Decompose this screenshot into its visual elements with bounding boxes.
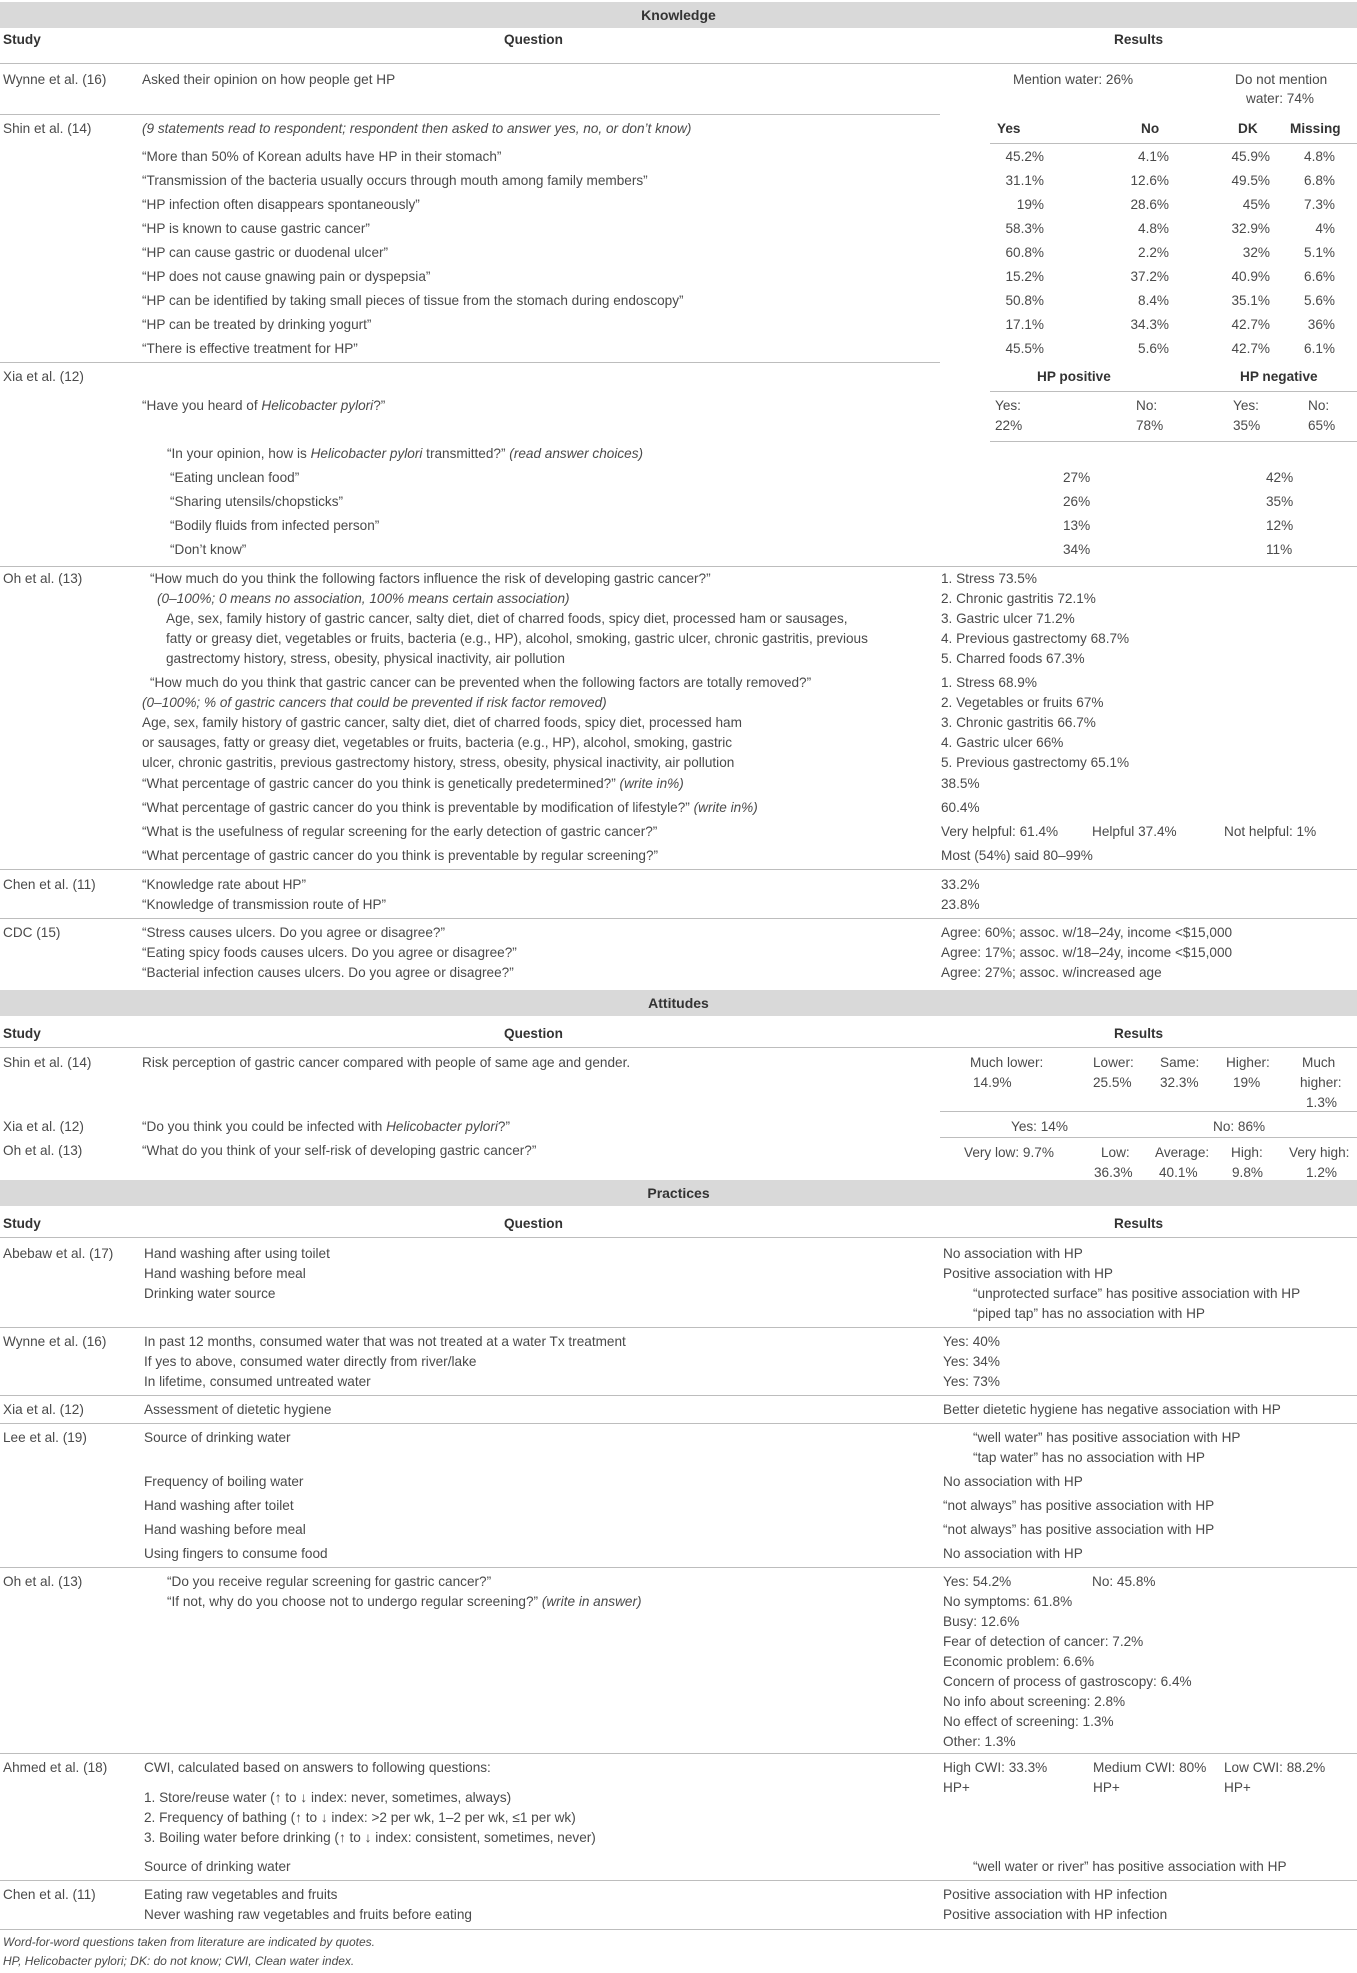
factor-line: Age, sex, family history of gastric cancer, salty diet, diet of charred foods, spicy diet, processed ham or sausages, [166,611,848,626]
result-text: Agree: 27%; assoc. w/increased age [941,965,1162,980]
result-cell: 42% [1266,470,1294,485]
result-cell: 32% [1242,245,1270,260]
result-text: HP+ [1093,1780,1120,1795]
footnote: HP, Helicobacter pylori; DK: do not know; CWI, Clean water index. [3,1954,355,1968]
result-text: Medium CWI: 80% [1093,1760,1207,1775]
result-text: “tap water” has no association with HP [973,1450,1205,1465]
result-cell: 31.1% [1005,173,1044,188]
question-text: “How much do you think that gastric cancer can be prevented when the following factors are totally removed?” [150,675,812,690]
list-item: Economic problem: 6.6% [943,1654,1095,1669]
result-text: Yes: [995,398,1021,413]
study-name: Ahmed et al. (18) [3,1760,108,1775]
list-item: Other: 1.3% [943,1734,1016,1749]
result-cell: 5.6% [1304,293,1335,308]
section-header-attitudes: Attitudes [0,990,1357,1016]
result-text: Average: [1155,1145,1210,1160]
question-text: In past 12 months, consumed water that was not treated at a water Tx treatment [144,1334,626,1349]
list-item: Fear of detection of cancer: 7.2% [943,1634,1144,1649]
divider [0,1929,1357,1930]
result-text: 1.3% [1306,1095,1337,1110]
result-cell: 45.5% [1005,341,1044,356]
result-text: 9.8% [1232,1165,1263,1180]
col-header-question: Question [504,1026,563,1041]
question-text: “Do you receive regular screening for gastric cancer?” [167,1574,492,1589]
col-missing: Missing [1290,121,1341,136]
divider [0,1880,1357,1881]
result-text: Positive association with HP [943,1266,1113,1281]
result-text: Helpful 37.4% [1092,824,1177,839]
study-name: Wynne et al. (16) [3,72,107,87]
result-cell: 45.2% [1005,149,1044,164]
section-header-practices: Practices [0,1180,1357,1206]
divider [990,143,1357,144]
result-cell: 58.3% [1005,221,1044,236]
section-header-knowledge: Knowledge [0,2,1357,28]
result-text: 14.9% [973,1075,1012,1090]
result-cell: 12.6% [1130,173,1169,188]
result-cell: 42.7% [1231,317,1270,332]
divider [0,114,940,115]
question-note: (0–100%; 0 means no association, 100% means certain association) [157,591,570,606]
result-cell: 45% [1242,197,1270,212]
question-text: Hand washing before meal [144,1266,306,1281]
list-item: Concern of process of gastroscopy: 6.4% [943,1674,1192,1689]
question-text: “In your opinion, how is Helicobacter pylori transmitted?” (read answer choices) [167,446,644,461]
result-text: 1.2% [1306,1165,1337,1180]
footnote: Word-for-word questions taken from literature are indicated by quotes. [3,1935,375,1949]
result-text: Low: [1101,1145,1130,1160]
result-cell: 35.1% [1231,293,1270,308]
list-item: 4. Previous gastrectomy 68.7% [941,631,1130,646]
question-text: “HP is known to cause gastric cancer” [142,221,370,236]
result-cell: 6.1% [1304,341,1335,356]
study-name: Wynne et al. (16) [3,1334,107,1349]
question-text: Frequency of boiling water [144,1474,304,1489]
result-cell: 49.5% [1231,173,1270,188]
result-cell: 35% [1266,494,1294,509]
result-cell: 6.6% [1304,269,1335,284]
result-text: Better dietetic hygiene has negative association with HP [943,1402,1281,1417]
result-text: Do not mention [1235,72,1328,87]
question-text: “What percentage of gastric cancer do you think is preventable by regular screening?” [142,848,659,863]
question-text: Never washing raw vegetables and fruits before eating [144,1907,472,1922]
question-text: Risk perception of gastric cancer compared with people of same age and gender. [142,1055,631,1070]
divider [0,1395,1357,1396]
question-text: “Transmission of the bacteria usually occurs through mouth among family members” [142,173,648,188]
result-text: No: 86% [1213,1119,1266,1134]
result-text: 32.3% [1160,1075,1199,1090]
col-header-results: Results [1114,32,1164,47]
result-cell: 4.1% [1138,149,1169,164]
col-header-question: Question [504,1216,563,1231]
list-item: 3. Chronic gastritis 66.7% [941,715,1096,730]
result-text: 38.5% [941,776,980,791]
result-text: Yes: 73% [943,1374,1000,1389]
question-text: In lifetime, consumed untreated water [144,1374,371,1389]
question-text: “HP can be treated by drinking yogurt” [142,317,372,332]
result-cell: 50.8% [1005,293,1044,308]
divider [0,362,940,363]
result-text: 78% [1136,418,1164,433]
result-text: “well water” has positive association with HP [973,1430,1241,1445]
result-text: “not always” has positive association with HP [943,1498,1215,1513]
question-text: “Stress causes ulcers. Do you agree or disagree?” [142,925,445,940]
result-text: 40.1% [1159,1165,1198,1180]
question-text: “More than 50% of Korean adults have HP in their stomach” [142,149,502,164]
study-name: Abebaw et al. (17) [3,1246,114,1261]
question-text: Using fingers to consume food [144,1546,328,1561]
divider [0,566,1357,567]
question-text: “Sharing utensils/chopsticks” [170,494,344,509]
study-name: Chen et al. (11) [3,1887,96,1902]
factor-line: gastrectomy history, stress, obesity, physical inactivity, air pollution [166,651,565,666]
question-text: “Bacterial infection causes ulcers. Do you agree or disagree?” [142,965,514,980]
question-text: “There is effective treatment for HP” [142,341,358,356]
divider [0,1047,1357,1048]
result-text: Not helpful: 1% [1224,824,1317,839]
list-item: 1. Stress 73.5% [941,571,1037,586]
question-note: (9 statements read to respondent; respondent then asked to answer yes, no, or don’t know) [142,121,692,136]
study-name: Chen et al. (11) [3,877,96,892]
divider [940,1137,1357,1138]
result-cell: 42.7% [1231,341,1270,356]
result-cell: 37.2% [1130,269,1169,284]
question-text: “Knowledge of transmission route of HP” [142,897,387,912]
divider [0,63,1357,64]
question-text: “HP can be identified by taking small pieces of tissue from the stomach during endoscopy” [142,293,684,308]
result-text: Yes: 40% [943,1334,1000,1349]
result-cell: 45.9% [1231,149,1270,164]
list-item: 5. Charred foods 67.3% [941,651,1085,666]
factor-line: fatty or greasy diet, vegetables or fruits, bacteria (e.g., HP), alcohol, smoking, gastric ulcer, chronic gastritis, previous [166,631,868,646]
result-text: “unprotected surface” has positive association with HP [973,1286,1301,1301]
result-text: 35% [1233,418,1261,433]
list-item: 2. Vegetables or fruits 67% [941,695,1104,710]
question-text: “HP infection often disappears spontaneously” [142,197,420,212]
divider [0,1423,1357,1424]
question-text: Hand washing after using toilet [144,1246,330,1261]
result-text: “not always” has positive association with HP [943,1522,1215,1537]
result-cell: 2.2% [1138,245,1169,260]
divider [0,1237,1357,1238]
result-text: Yes: [1233,398,1259,413]
result-text: 60.4% [941,800,980,815]
factor-line: or sausages, fatty or greasy diet, vegetables or fruits, bacteria (e.g., HP), alcohol, smoking, gastric [142,735,733,750]
question-text: Assessment of dietetic hygiene [144,1402,332,1417]
result-text: Yes: 34% [943,1354,1000,1369]
study-name: Xia et al. (12) [3,369,84,384]
col-hp-positive: HP positive [1037,369,1111,384]
result-text: Very high: [1289,1145,1350,1160]
result-text: Positive association with HP infection [943,1887,1168,1902]
result-text: HP+ [1224,1780,1251,1795]
col-header-study: Study [3,1026,41,1041]
result-cell: 15.2% [1005,269,1044,284]
result-cell: 60.8% [1005,245,1044,260]
list-item: 1. Store/reuse water (↑ to ↓ index: never, sometimes, always) [144,1790,512,1805]
col-no: No [1141,121,1160,136]
result-cell: 4.8% [1304,149,1335,164]
divider [0,918,1357,919]
question-text: Drinking water source [144,1286,276,1301]
factor-line: Age, sex, family history of gastric cancer, salty diet, diet of charred foods, spicy diet, processed ham [142,715,742,730]
result-cell: 26% [1063,494,1091,509]
result-cell: 8.4% [1138,293,1169,308]
list-item: 2. Chronic gastritis 72.1% [941,591,1096,606]
question-text: CWI, calculated based on answers to following questions: [144,1760,491,1775]
result-cell: 11% [1266,542,1293,557]
question-text: Source of drinking water [144,1430,291,1445]
divider [0,1327,1357,1328]
question-text: “Bodily fluids from infected person” [170,518,380,533]
list-item: 5. Previous gastrectomy 65.1% [941,755,1130,770]
question-text: “Do you think you could be infected with Helicobacter pylori?” [142,1119,510,1134]
result-text: No: [1308,398,1330,413]
list-item: 2. Frequency of bathing (↑ to ↓ index: >2 per wk, 1–2 per wk, ≤1 per wk) [144,1810,576,1825]
result-text: 19% [1233,1075,1261,1090]
result-text: Most (54%) said 80–99% [941,848,1093,863]
question-text: Hand washing before meal [144,1522,306,1537]
result-text: “piped tap” has no association with HP [973,1306,1205,1321]
result-text: 23.8% [941,897,980,912]
question-text: “What percentage of gastric cancer do you think is genetically predetermined?” (write in%) [142,776,684,791]
question-text: “How much do you think the following factors influence the risk of developing gastric cancer?” [150,571,711,586]
question-text: Eating raw vegetables and fruits [144,1887,338,1902]
result-text: No association with HP [943,1474,1083,1489]
result-cell: 5.1% [1304,245,1335,260]
question-text: “HP does not cause gnawing pain or dyspepsia” [142,269,431,284]
result-text: No association with HP [943,1246,1083,1261]
study-name: Shin et al. (14) [3,1055,92,1070]
result-text: Very low: 9.7% [964,1145,1054,1160]
result-text: No: [1136,398,1158,413]
result-text: High: [1231,1145,1263,1160]
result-text: Lower: [1093,1055,1134,1070]
result-cell: 27% [1063,470,1091,485]
result-text: “well water or river” has positive association with HP [973,1859,1287,1874]
result-text: Agree: 17%; assoc. w/18–24y, income <$15,000 [941,945,1233,960]
result-text: Low CWI: 88.2% [1224,1760,1326,1775]
result-cell: 34% [1063,542,1091,557]
divider [940,1111,1357,1112]
result-text: Yes: 54.2% [943,1574,1012,1589]
study-name: Oh et al. (13) [3,1574,83,1589]
question-text: Source of drinking water [144,1859,291,1874]
col-header-results: Results [1114,1026,1164,1041]
question-text: Hand washing after toilet [144,1498,294,1513]
result-text: HP+ [943,1780,970,1795]
study-name: Oh et al. (13) [3,571,83,586]
col-header-question: Question [504,32,563,47]
result-cell: 4% [1315,221,1335,236]
result-text: Positive association with HP infection [943,1907,1168,1922]
result-cell: 6.8% [1304,173,1335,188]
result-text: Mention water: 26% [1013,72,1134,87]
divider [990,441,1357,442]
question-text: “HP can cause gastric or duodenal ulcer” [142,245,389,260]
study-name: Shin et al. (14) [3,121,92,136]
result-text: 33.2% [941,877,980,892]
col-header-study: Study [3,32,41,47]
col-hp-negative: HP negative [1240,369,1318,384]
list-item: 3. Gastric ulcer 71.2% [941,611,1075,626]
result-text: 36.3% [1094,1165,1133,1180]
divider [0,1567,1357,1568]
col-header-study: Study [3,1216,41,1231]
question-text: If yes to above, consumed water directly from river/lake [144,1354,477,1369]
question-text: “What do you think of your self-risk of developing gastric cancer?” [142,1143,537,1158]
list-item: 1. Stress 68.9% [941,675,1037,690]
col-header-results: Results [1114,1216,1164,1231]
result-text: Agree: 60%; assoc. w/18–24y, income <$15,000 [941,925,1233,940]
divider [0,869,1357,870]
result-cell: 17.1% [1005,317,1044,332]
question-text: Asked their opinion on how people get HP [142,72,396,87]
result-text: Same: [1160,1055,1200,1070]
question-text: “Knowledge rate about HP” [142,877,306,892]
result-text: 65% [1308,418,1336,433]
divider [0,1753,1357,1754]
question-text: “If not, why do you choose not to undergo regular screening?” (write in answer) [167,1594,642,1609]
factor-line: ulcer, chronic gastritis, previous gastrectomy history, stress, obesity, physical inactivity, air pollution [142,755,735,770]
col-dk: DK [1238,121,1258,136]
question-text: “What is the usefulness of regular screening for the early detection of gastric cancer?” [142,824,658,839]
result-text: 22% [995,418,1023,433]
list-item: Busy: 12.6% [943,1614,1020,1629]
study-name: CDC (15) [3,925,61,940]
result-cell: 36% [1307,317,1335,332]
result-text: Higher: [1226,1055,1270,1070]
list-item: No symptoms: 61.8% [943,1594,1073,1609]
question-text: “Don’t know” [170,542,247,557]
result-cell: 4.8% [1138,221,1169,236]
result-cell: 5.6% [1138,341,1169,356]
result-text: water: 74% [1246,91,1315,106]
result-text: Much lower: [970,1055,1044,1070]
study-name: Oh et al. (13) [3,1143,83,1158]
result-cell: 32.9% [1231,221,1270,236]
result-cell: 28.6% [1130,197,1169,212]
result-cell: 19% [1016,197,1044,212]
result-text: High CWI: 33.3% [943,1760,1048,1775]
question-note: (0–100%; % of gastric cancers that could be prevented if risk factor removed) [142,695,607,710]
question-text: “What percentage of gastric cancer do you think is preventable by modification of lifestyle?” (write in%) [142,800,758,815]
result-text: higher: [1300,1075,1342,1090]
question-text: “Have you heard of Helicobacter pylori?” [142,398,386,413]
question-text: “Eating unclean food” [170,470,300,485]
result-text: Very helpful: 61.4% [941,824,1059,839]
study-name: Xia et al. (12) [3,1402,84,1417]
col-yes: Yes [997,121,1021,136]
list-item: 3. Boiling water before drinking (↑ to ↓ index: consistent, sometimes, never) [144,1830,596,1845]
list-item: No info about screening: 2.8% [943,1694,1126,1709]
result-cell: 7.3% [1304,197,1335,212]
study-name: Xia et al. (12) [3,1119,84,1134]
result-text: 25.5% [1093,1075,1132,1090]
result-text: No association with HP [943,1546,1083,1561]
list-item: 4. Gastric ulcer 66% [941,735,1064,750]
result-cell: 12% [1266,518,1294,533]
result-cell: 13% [1063,518,1091,533]
divider [990,391,1357,392]
result-text: Yes: 14% [1011,1119,1068,1134]
study-name: Lee et al. (19) [3,1430,87,1445]
question-text: “Eating spicy foods causes ulcers. Do you agree or disagree?” [142,945,517,960]
list-item: No effect of screening: 1.3% [943,1714,1114,1729]
result-text: Much [1302,1055,1336,1070]
result-text: No: 45.8% [1092,1574,1156,1589]
result-cell: 40.9% [1231,269,1270,284]
result-cell: 34.3% [1130,317,1169,332]
